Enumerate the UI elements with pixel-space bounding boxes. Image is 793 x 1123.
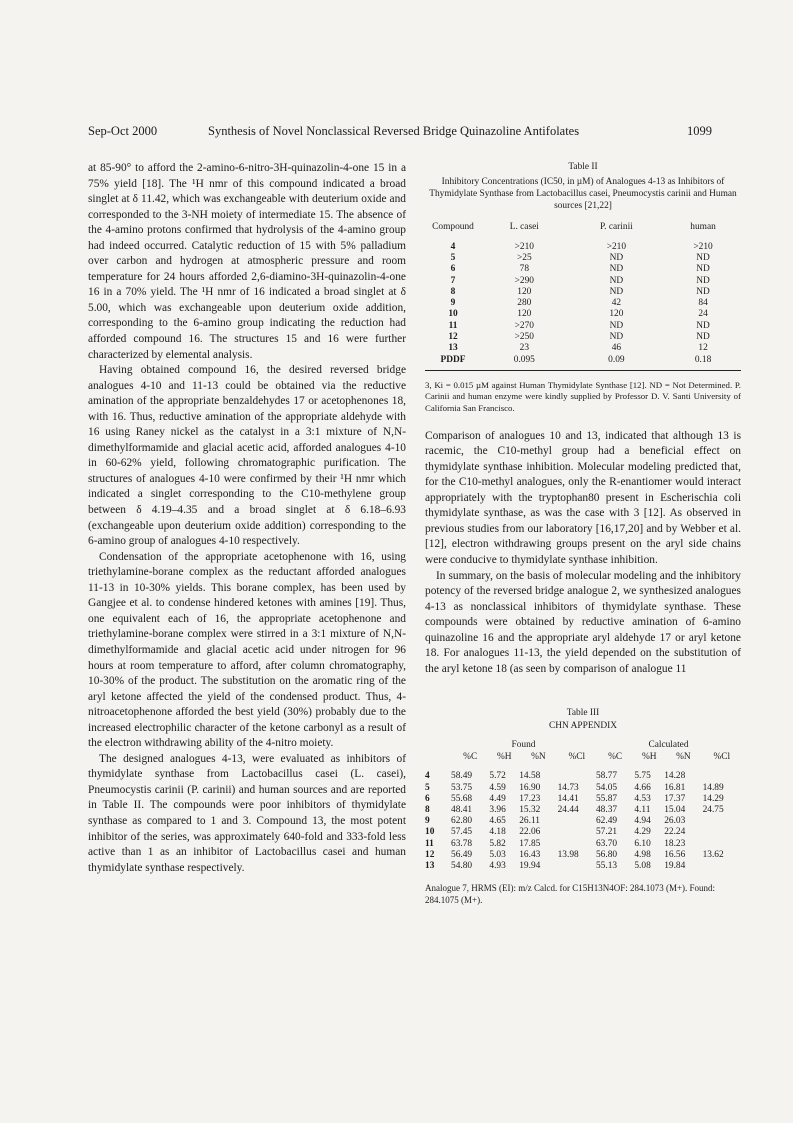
value-cell: 15.04 [664,805,686,816]
value-cell: 16.81 [664,782,686,793]
value-cell: 17.85 [519,838,541,849]
column-header: %H [641,751,657,762]
value-cell: 78 [519,264,529,275]
value-cell: ND [696,252,710,263]
value-cell: 5.08 [634,861,651,872]
table-iii-grid [425,740,741,872]
value-cell: 56.49 [451,849,473,860]
value-cell: >210 [514,241,534,252]
column-header: L. casei [509,221,539,232]
value-cell: ND [696,320,710,331]
compound-cell: 6 [425,793,430,804]
value-cell: ND [696,264,710,275]
compound-cell: 9 [450,298,456,309]
compound-cell: 13 [425,861,435,872]
value-cell [703,816,741,827]
value-cell: 120 [609,309,624,320]
compound-cell: 13 [448,343,458,354]
value-cell: 46 [611,343,622,354]
compound-cell: 9 [425,816,430,827]
table-ii-grid [425,222,741,371]
value-cell: 54.80 [451,861,473,872]
value-cell: ND [609,264,624,275]
value-cell: 58.49 [451,771,473,782]
column-header: %C [608,751,623,762]
value-cell [703,839,741,850]
value-cell: >270 [514,320,534,331]
compound-cell: 12 [425,849,435,860]
value-cell: 24.44 [557,805,579,816]
compound-cell: 5 [450,252,456,263]
paragraph: The designed analogues 4-13, were evaluated as inhibitors of thymidylate synthase from Lactobacillus casei (L. casei), Pneumocystis carinii (P. carinii) and human sources and are reported in Table II. The compounds were poor inhibitors of thymidylate synthase as compared to 1 and 3. Compound 13, the most potent inhibitor of the series, was approximately 640-fold and 333-fold less active than 1 as an inhibitor of Lactobacillus casei and human thymidylate synthase respectively. [88,752,406,874]
value-cell: 55.87 [595,793,618,804]
compound-cell: 6 [450,264,456,275]
table-row [425,298,741,309]
table-row [425,276,741,287]
column-header: Compound [432,221,474,232]
value-cell: 58.77 [595,771,618,782]
value-cell: 57.21 [595,827,618,838]
table-footnote: 3, Ki = 0.015 µM against Human Thymidylate Synthase [12]. ND = Not Determined. P. Carinii and human enzyme were kindly supplied by Professor D. V. Santi University of California San Francisco. [425,379,741,414]
value-cell: 5.82 [489,838,506,849]
table-title: CHN APPENDIX [549,720,617,731]
value-cell: 18.23 [664,838,686,849]
value-cell: 15.32 [519,805,541,816]
column-header: %N [676,751,691,762]
value-cell: 0.095 [481,355,568,371]
table-row [425,332,741,343]
compound-cell: 8 [425,805,430,816]
value-cell: 4.53 [634,793,651,804]
value-cell: 16.90 [519,782,541,793]
table-row [425,783,741,794]
value-cell: 19.84 [664,861,686,872]
compound-cell: 11 [448,320,458,331]
column-header: %C [463,751,478,762]
value-cell: 4.29 [634,827,651,838]
value-cell: 54.05 [595,782,618,793]
table-label: Table II [568,162,598,172]
paragraph: Comparison of analogues 10 and 13, indicated that although 13 is racemic, the C10-methyl group had a beneficial effect on thymidylate synthase inhibition. Molecular modeling predicted that, for the C10-methyl analogues, only the R-enantiomer would interact appropriately with the tryptophan80 present in Escherischia coli thymidylate synthase, as was the case with 3 [12]. As observed in previous studies from our laboratory [16,17,20] and by Webber et al. [12], electron withdrawing groups present on the aryl side chains were conducive to thymidylate synthase inhibition. [425,429,741,567]
table-row [425,242,741,253]
value-cell: 26.03 [664,816,686,827]
value-cell: 55.13 [595,861,618,872]
value-cell: ND [609,320,624,331]
value-cell [703,827,741,838]
value-cell: 84 [698,298,708,309]
value-cell: 14.28 [664,771,686,782]
group-header-calculated: Calculated [648,740,689,751]
empty-header [425,740,451,752]
compound-cell: 5 [425,782,430,793]
value-cell: 48.37 [595,805,618,816]
value-cell: 3.96 [489,805,506,816]
column-header: human [690,221,716,232]
left-column [88,161,406,876]
value-cell: 56.80 [595,849,618,860]
value-cell: ND [609,252,624,263]
value-cell: 4.49 [489,793,506,804]
value-cell: 5.03 [489,849,506,860]
value-cell: 4.93 [489,861,506,872]
value-cell: 22.06 [519,827,541,838]
value-cell: 0.09 [568,355,666,371]
table-iii [425,707,741,906]
compound-cell: 12 [448,331,458,342]
column-header: %H [497,751,512,762]
value-cell: 48.41 [451,805,473,816]
value-cell: 55.68 [451,793,473,804]
value-cell: >210 [693,241,713,252]
compound-cell: 8 [450,286,456,297]
right-column-text [425,429,741,678]
value-cell: 42 [611,298,622,309]
value-cell [558,827,596,838]
value-cell: 4.59 [489,782,506,793]
journal-date: Sep-Oct 2000 [88,124,158,138]
value-cell: 19.94 [519,861,541,872]
value-cell: 17.23 [519,793,541,804]
value-cell [558,771,596,782]
table-row [425,839,741,850]
value-cell: 4.18 [489,827,506,838]
value-cell: 16.43 [519,849,541,860]
value-cell: ND [609,275,624,286]
column-header: %N [531,751,546,762]
value-cell: 24 [698,309,708,320]
compound-cell: 10 [425,827,435,838]
compound-cell: 10 [448,309,458,320]
compound-cell: 4 [425,771,430,782]
value-cell: 4.65 [489,816,506,827]
table-caption: Inhibitory Concentrations (IC50, in µM) of Analogues 4-13 as Inhibitors of Thymidylate Synthase from Lactobacillus casei, Pneumocystis carinii and Human sources [21,22] [429,177,737,212]
table-row [425,321,741,332]
empty-header [425,752,451,772]
value-cell [558,861,596,872]
value-cell: 6.10 [634,838,651,849]
table-row [425,309,741,320]
table-ii [425,161,741,415]
column-header: P. carinii [599,221,633,232]
group-header-found: Found [511,740,536,751]
value-cell: 63.70 [595,838,618,849]
value-cell: ND [696,331,710,342]
value-cell: 22.24 [664,827,686,838]
table-row [425,794,741,805]
table-row [425,805,741,816]
value-cell: 0.18 [665,355,741,371]
value-cell: 4.66 [634,782,651,793]
table-row [425,355,741,371]
value-cell: 63.78 [451,838,473,849]
value-cell: 13.98 [557,849,579,860]
value-cell: 120 [517,286,532,297]
value-cell: 13.62 [702,849,724,860]
value-cell: 17.37 [664,793,686,804]
value-cell [703,771,741,782]
table-row [425,816,741,827]
compound-cell: 4 [450,241,456,252]
value-cell [558,839,596,850]
running-title: Synthesis of Novel Nonclassical Reversed Bridge Quinazoline Antifolates [208,124,580,138]
value-cell: 23 [519,343,529,354]
column-header: %Cl [568,751,586,762]
compound-cell: 11 [425,838,434,849]
value-cell [703,861,741,872]
value-cell: 24.75 [702,805,724,816]
value-cell [558,816,596,827]
value-cell: >290 [514,275,534,286]
table-row [425,861,741,872]
table-footnote: Analogue 7, HRMS (EI): m/z Calcd. for C15H13N4OF: 284.1073 (M+). Found: 284.1075 (M+). [425,883,716,906]
value-cell: 4.11 [634,805,651,816]
right-column [425,161,741,906]
value-cell: 14.29 [702,793,724,804]
value-cell: >250 [514,331,534,342]
table-row [425,343,741,354]
value-cell: 14.58 [519,771,541,782]
page-number: 1099 [687,124,712,138]
value-cell: ND [696,286,710,297]
table-row [425,264,741,275]
value-cell: 4.98 [634,849,651,860]
value-cell: 16.56 [664,849,686,860]
value-cell: 4.94 [634,816,651,827]
paragraph: Condensation of the appropriate acetophenone with 16, using triethylamine-borane complex as the reductant afforded analogues 11-13 in 10-30% yields. This borane complex, has been used by Gangjee et al. to condense hindered ketones with amines [19]. Thus, one equivalent each of 16, the appropriate acetophenone and triethylamine-borane complex were stirred in a 3:1 mixture of N,N-dimethylformamide and glacial acetic acid under nitrogen for 96 hours at room temperature to afford, after column chromatography, 10-30% of the product. The substitution on the aromatic ring of the aryl ketone affected the yield of the condensed product. Thus, 4-nitroacetophenone afforded the best yield (30%) probably due to the increased electrophilic character of the ketone carbonyl as a result of the electron withdrawing ability of the 4-nitro moiety. [88,550,406,750]
value-cell: ND [696,275,710,286]
table-label: Table III [566,708,600,719]
paragraph: Having obtained compound 16, the desired reversed bridge analogues 4-10 and 11-13 could be obtained via the reductive amination of the appropriate benzaldehydes 17 or acetophenones 18, with 16. Thus, reductive amination of the appropriate aldehyde with 16 using Raney nickel as the catalyst in a 3:1 mixture of N,N-dimethylformamide and glacial acetic acid, afforded analogues 4-10 in 60-62% yield, following chromatographic purification. The structures of analogues 4-10 were confirmed by their ¹H nmr which indicated a singlet corresponding to the C10-methylene group between δ 4.19–4.35 and a broad singlet at δ 6.18–6.93 (exchangeable upon deuterium oxide addition) corresponding to the 6-amino group of analogues 4-10 respectively. [88,364,406,548]
value-cell: 62.80 [451,816,473,827]
value-cell: 53.75 [451,782,473,793]
compound-cell: PDDF [425,355,481,371]
value-cell: 57.45 [451,827,473,838]
column-header: %Cl [713,751,731,762]
value-cell: 280 [517,298,532,309]
value-cell: 5.72 [489,771,506,782]
value-cell: 14.89 [702,782,724,793]
table-row [425,287,741,298]
value-cell: 14.41 [557,793,579,804]
value-cell: >210 [606,241,627,252]
value-cell: >25 [516,252,532,263]
value-cell: 26.11 [519,816,540,827]
value-cell: 120 [517,309,532,320]
table-row [425,771,741,782]
table-row [425,253,741,264]
table-row [425,827,741,838]
value-cell: 5.75 [634,771,651,782]
value-cell: 14.73 [557,782,579,793]
value-cell: ND [609,331,624,342]
running-header [88,124,712,142]
value-cell: ND [609,286,624,297]
value-cell: 12 [698,343,708,354]
value-cell: 62.49 [595,816,618,827]
paragraph: at 85-90° to afford the 2-amino-6-nitro-3H-quinazolin-4-one 15 in a 75% yield [18]. The ¹H nmr of this compound indicated a broad singlet at δ 11.42, which was exchangeable with deuterium oxide and corresponded to the 3-NH moiety of intermediate 15. The absence of the 4-amino protons confirmed that hydrolysis of the 4-amino group had indeed occurred. Catalytic reduction of 15 with 5% palladium over carbon and hydrogen at atmospheric pressure and room temperature for 24 hours afforded 2,6-diamino-3H-quinazolin-4-one 16 in a 70% yield. The ¹H nmr of 16 indicated a broad singlet at δ 5.00, which was exchangeable upon deuterium oxide addition, corresponding to the 6-amino group indicating the reduction had afforded compound 16. The structures 15 and 16 were further characterized by elemental analysis. [88,162,406,361]
paragraph: In summary, on the basis of molecular modeling and the inhibitory potency of the reversed bridge analogue 2, we synthesized analogues 4-13 as nonclassical inhibitors of thymidylate synthase. These compounds were obtained by reductive amination of 6-amino quinazoline 16 and the appropriate aryl aldehyde 17 or aryl ketone 18. For analogues 11-13, the yield depended on the substitution of the aryl ketone 18 (as seen by comparison of analogue 11 [425,569,741,675]
compound-cell: 7 [450,275,456,286]
table-row [425,850,741,861]
